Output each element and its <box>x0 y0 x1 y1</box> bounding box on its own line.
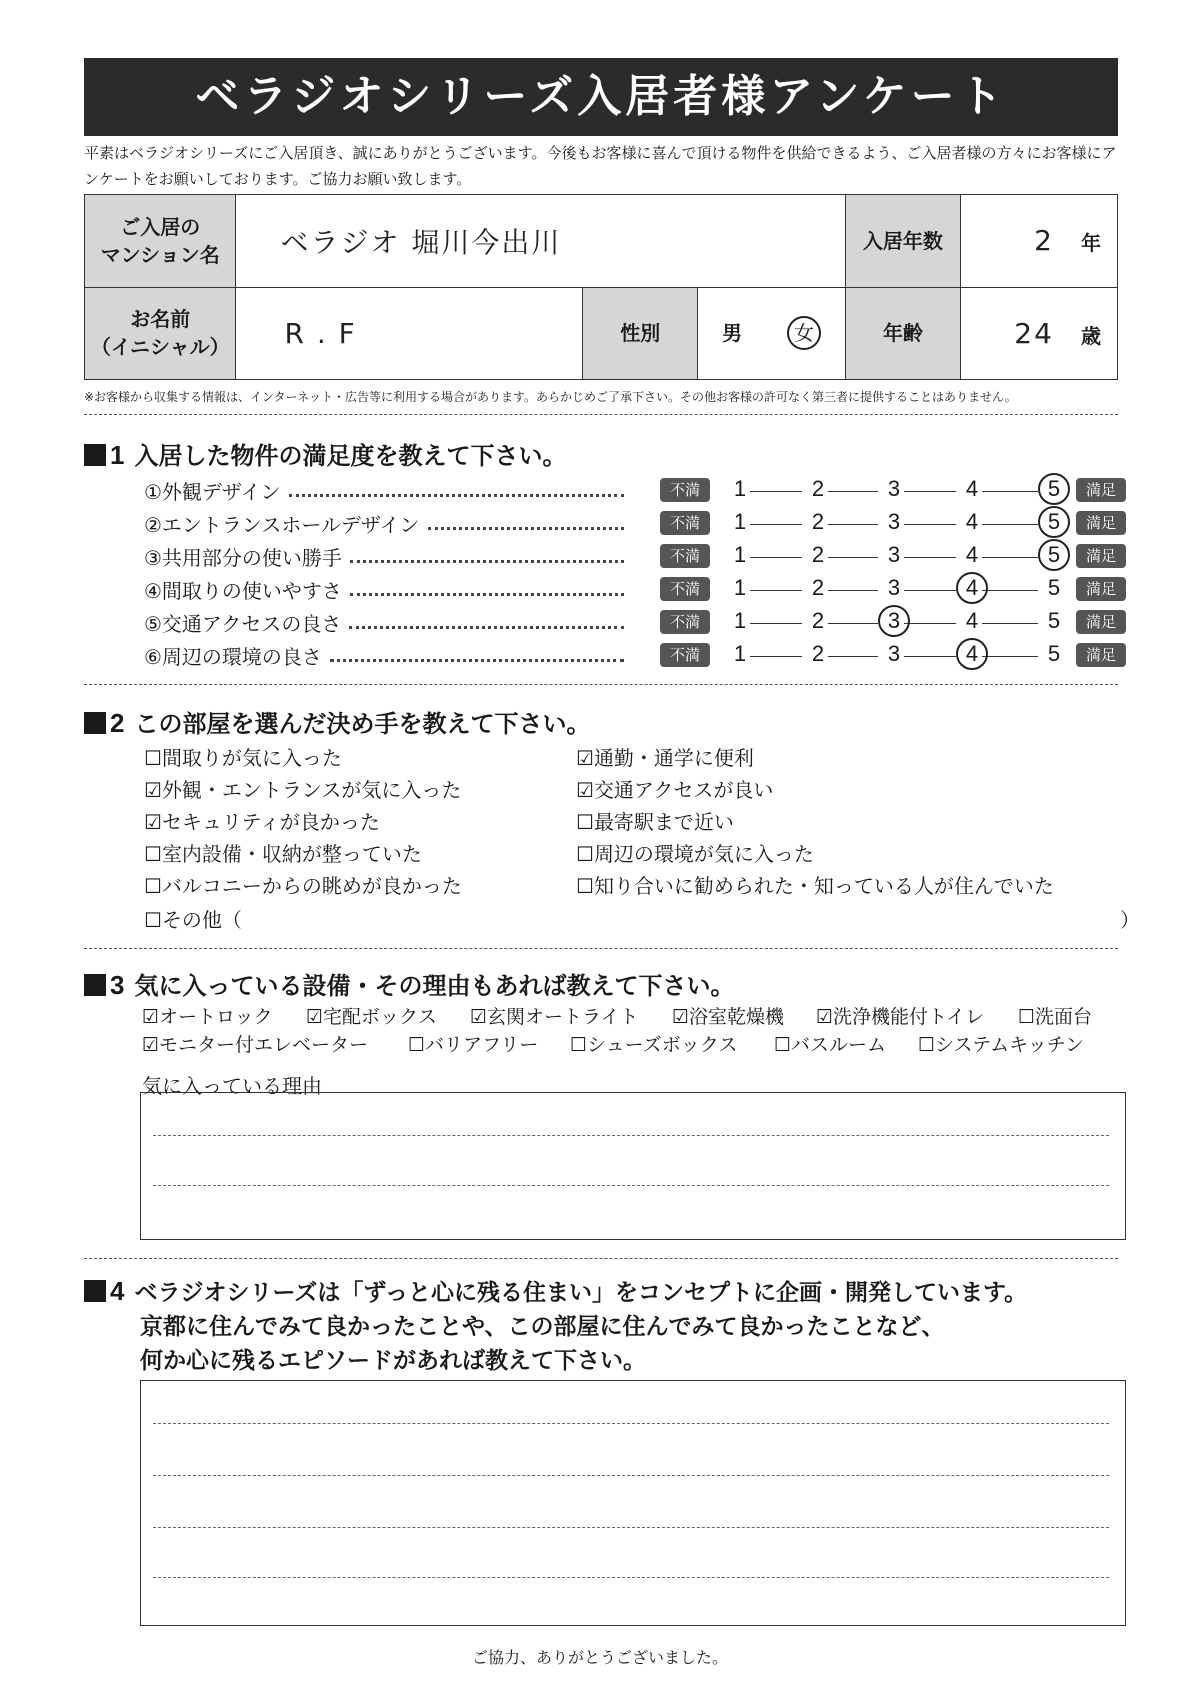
scale-connector <box>828 623 878 624</box>
scale-connector <box>750 524 802 525</box>
selected-circle-mark <box>878 605 910 637</box>
q4-heading: 4 ベラジオシリーズは「ずっと心に残る住まい」をコンセプトに企画・開発しています。 <box>84 1274 1027 1307</box>
q3-option-label: 洗浄機能付トイレ <box>833 1006 985 1028</box>
q1-row <box>144 641 1134 671</box>
q3-option-label: 玄関オートライト <box>487 1006 639 1028</box>
scale-option-4[interactable]: 4 <box>965 608 979 633</box>
q3-option-label: 浴室乾燥機 <box>689 1006 785 1028</box>
q2-option-label: セキュリティが良かった <box>161 810 380 834</box>
q1-item-label: ⑤交通アクセスの良さ <box>144 612 342 636</box>
q1-item-label: ②エントランスホールデザイン <box>144 513 420 537</box>
scale-option-3[interactable]: 3 <box>887 575 901 600</box>
scale-connector <box>904 557 956 558</box>
scale-option-3[interactable]: 3 <box>887 641 901 666</box>
q3-reason-box[interactable] <box>140 1092 1126 1240</box>
q4-line3: 何か心に残るエピソードがあれば教えて下さい。 <box>140 1347 646 1374</box>
scale-option-1[interactable]: 1 <box>733 575 747 600</box>
scale-option-5[interactable]: 5 <box>1047 608 1061 633</box>
checked-checkbox-icon[interactable]: ☑ <box>306 1006 324 1028</box>
scale-option-1[interactable]: 1 <box>733 641 747 666</box>
q1-item-label: ⑥周辺の環境の良さ <box>144 645 322 669</box>
mansion-field[interactable] <box>236 195 846 288</box>
square-icon <box>84 974 106 996</box>
checkbox-icon[interactable]: ☐ <box>408 1034 426 1056</box>
q2-option-label: 外観・エントランスが気に入った <box>161 778 462 802</box>
q2-option-label: 知り合いに勧められた・知っている人が住んでいた <box>593 874 1054 898</box>
answer-line <box>153 1423 1109 1424</box>
scale-connector <box>904 524 956 525</box>
q1-heading: 1 入居した物件の満足度を教えて下さい。 <box>84 436 566 471</box>
checked-checkbox-icon[interactable]: ☑ <box>576 778 594 802</box>
square-icon <box>84 1280 106 1302</box>
q3-option-label: オートロック <box>159 1006 273 1028</box>
scale-option-4[interactable]: 4 <box>965 542 979 567</box>
scale-option-3[interactable]: 3 <box>887 542 901 567</box>
checkbox-icon[interactable]: ☐ <box>144 908 162 932</box>
scale-connector <box>828 557 878 558</box>
age-field[interactable] <box>960 287 1117 380</box>
name-field[interactable] <box>236 287 583 380</box>
q3-option[interactable] <box>1018 1002 1092 1029</box>
scale-option-3[interactable]: 3 <box>887 509 901 534</box>
q2-option-label: 最寄駅まで近い <box>593 810 734 834</box>
leader-dots <box>350 560 624 563</box>
scale-option-2[interactable]: 2 <box>811 476 825 501</box>
q3-option[interactable] <box>142 1030 368 1057</box>
scale-option-4[interactable]: 4 <box>965 476 979 501</box>
scale-option-5[interactable]: 5 <box>1047 542 1061 567</box>
q2-option[interactable] <box>576 806 734 835</box>
q1-row <box>144 509 1134 539</box>
satisfied-tag: 満足 <box>1076 577 1126 601</box>
divider <box>84 684 1118 685</box>
checkbox-icon[interactable]: ☐ <box>1018 1006 1036 1028</box>
checked-checkbox-icon[interactable]: ☑ <box>470 1006 488 1028</box>
q1-row <box>144 542 1134 572</box>
q2-option[interactable] <box>144 806 380 835</box>
years-unit: 年 <box>1081 231 1101 256</box>
leader-dots <box>350 593 624 596</box>
mansion-value: ベラジオ 堀川今出川 <box>280 225 562 259</box>
q2-option-label: 通勤・通学に便利 <box>593 746 754 770</box>
q3-option[interactable] <box>570 1030 738 1057</box>
checkbox-icon[interactable]: ☐ <box>144 842 162 866</box>
q2-option[interactable] <box>144 870 462 899</box>
checkbox-icon[interactable]: ☐ <box>144 746 162 770</box>
checkbox-icon[interactable]: ☐ <box>576 842 594 866</box>
q2-option-label: 周辺の環境が気に入った <box>593 842 814 866</box>
q2-option-label: 室内設備・収納が整っていた <box>161 842 422 866</box>
square-icon <box>84 712 106 734</box>
q3-option-label: バスルーム <box>791 1034 887 1056</box>
scale-option-1[interactable]: 1 <box>733 608 747 633</box>
age-label: 年齢 <box>846 287 961 380</box>
scale-option-1[interactable]: 1 <box>733 509 747 534</box>
scale-connector <box>904 623 956 624</box>
scale-connector <box>828 491 878 492</box>
satisfied-tag: 満足 <box>1076 544 1126 568</box>
scale-connector <box>750 656 802 657</box>
gender-male[interactable]: 男 <box>722 321 743 346</box>
q2-option-label: 間取りが気に入った <box>161 746 342 770</box>
q2-option[interactable] <box>576 838 814 867</box>
gender-field[interactable] <box>698 287 846 380</box>
q3-reason-label: 気に入っている理由 <box>142 1074 322 1098</box>
selected-circle-mark <box>1038 473 1070 505</box>
q2-option[interactable] <box>144 774 461 803</box>
q2-option[interactable] <box>576 870 1054 899</box>
leader-dots <box>289 494 624 497</box>
q2-other-close: ） <box>1120 908 1140 932</box>
checked-checkbox-icon[interactable]: ☑ <box>144 810 162 834</box>
divider <box>84 414 1118 415</box>
scale-option-4[interactable]: 4 <box>965 575 979 600</box>
age-unit: 歳 <box>1081 323 1101 348</box>
checkbox-icon[interactable]: ☐ <box>576 810 594 834</box>
q3-option-label: 宅配ボックス <box>323 1006 437 1028</box>
scale-option-2[interactable]: 2 <box>811 542 825 567</box>
q3-option[interactable] <box>408 1030 538 1057</box>
scale-connector <box>982 623 1038 624</box>
q3-option-label: バリアフリー <box>425 1034 539 1056</box>
scale-option-5[interactable]: 5 <box>1047 641 1061 666</box>
dissatisfied-tag: 不満 <box>660 478 710 502</box>
q3-option-label: モニター付エレベーター <box>159 1034 369 1056</box>
intro-text: 平素はベラジオシリーズにご入居頂き、誠にありがとうございます。今後もお客様に喜んで頂ける物件を供給できるよう、ご入居者様の方々にお客様にアンケートをお願いしております。ご協力お願い致します。 <box>84 144 1117 188</box>
q2-option[interactable] <box>576 774 773 803</box>
survey-title: ベラジオシリーズ入居者様アンケート <box>84 58 1118 136</box>
satisfied-tag: 満足 <box>1076 511 1126 535</box>
checked-checkbox-icon[interactable]: ☑ <box>142 1034 160 1056</box>
respondent-info-table <box>84 194 1118 380</box>
q2-option-label: バルコニーからの眺めが良かった <box>161 874 462 898</box>
divider <box>84 948 1118 949</box>
q3-heading: 3 気に入っている設備・その理由もあれば教えて下さい。 <box>84 966 734 1001</box>
checked-checkbox-icon[interactable]: ☑ <box>142 1006 160 1028</box>
leader-dots <box>330 659 624 662</box>
years-value: 2 <box>1034 224 1054 258</box>
answer-line <box>153 1185 1109 1186</box>
checkbox-icon[interactable]: ☐ <box>576 874 594 898</box>
satisfied-tag: 満足 <box>1076 610 1126 634</box>
scale-option-2[interactable]: 2 <box>811 608 825 633</box>
q1-row <box>144 476 1134 506</box>
q1-row <box>144 575 1134 605</box>
answer-line <box>153 1475 1109 1476</box>
checkbox-icon[interactable]: ☐ <box>918 1034 936 1056</box>
satisfied-tag: 満足 <box>1076 643 1126 667</box>
q4-answer-box[interactable] <box>140 1380 1126 1626</box>
selected-circle-mark <box>956 572 988 604</box>
q2-other[interactable]: ☐その他（ <box>144 908 242 932</box>
scale-connector <box>982 524 1038 525</box>
scale-connector <box>982 491 1038 492</box>
scale-connector <box>750 623 802 624</box>
leader-dots <box>349 626 624 629</box>
q3-option-label: シューズボックス <box>587 1034 738 1056</box>
scale-option-2[interactable]: 2 <box>811 509 825 534</box>
leader-dots <box>428 527 624 530</box>
scale-option-4[interactable]: 4 <box>965 509 979 534</box>
thanks-text: ご協力、ありがとうございました。 <box>471 1648 728 1667</box>
q2-option-label: 交通アクセスが良い <box>593 778 774 802</box>
scale-option-5[interactable]: 5 <box>1047 575 1061 600</box>
q3-option[interactable] <box>672 1002 784 1029</box>
q3-option-label: システムキッチン <box>935 1034 1084 1056</box>
q3-option[interactable] <box>774 1030 886 1057</box>
scale-connector <box>828 524 878 525</box>
q3-option[interactable] <box>142 1002 273 1029</box>
checked-checkbox-icon[interactable]: ☑ <box>576 746 594 770</box>
name-value: R . F <box>284 316 357 350</box>
selected-circle-mark <box>1038 506 1070 538</box>
q3-option[interactable] <box>918 1030 1084 1057</box>
years-label: 入居年数 <box>846 195 961 288</box>
gender-female-circled[interactable]: 女 <box>787 316 821 350</box>
scale-connector <box>982 656 1038 657</box>
scale-option-5[interactable]: 5 <box>1047 509 1061 534</box>
checked-checkbox-icon[interactable]: ☑ <box>816 1006 834 1028</box>
scale-option-3[interactable]: 3 <box>887 476 901 501</box>
scale-connector <box>750 557 802 558</box>
q2-option[interactable] <box>144 838 422 867</box>
gender-label: 性別 <box>583 287 698 380</box>
checked-checkbox-icon[interactable]: ☑ <box>672 1006 690 1028</box>
scale-connector <box>828 590 878 591</box>
scale-connector <box>750 590 802 591</box>
satisfied-tag: 満足 <box>1076 478 1126 502</box>
q1-item-label: ④間取りの使いやすさ <box>144 579 342 603</box>
divider <box>84 1258 1118 1259</box>
scale-connector <box>904 491 956 492</box>
dissatisfied-tag: 不満 <box>660 577 710 601</box>
q1-item-label: ①外観デザイン <box>144 480 281 504</box>
dissatisfied-tag: 不満 <box>660 511 710 535</box>
scale-option-2[interactable]: 2 <box>811 641 825 666</box>
q1-item-label: ③共用部分の使い勝手 <box>144 546 342 570</box>
privacy-notice: ※お客様から収集する情報は、インターネット・広告等に利用する場合があります。あらかじめご了承下さい。その他お客様の許可なく第三者に提供することはありません。 <box>84 390 1017 404</box>
scale-option-5[interactable]: 5 <box>1047 476 1061 501</box>
scale-connector <box>982 590 1038 591</box>
q4-line2: 京都に住んでみて良かったことや、この部屋に住んでみて良かったことなど、 <box>140 1313 945 1340</box>
q1-row <box>144 608 1134 638</box>
years-field[interactable] <box>960 195 1117 288</box>
q3-option[interactable] <box>816 1002 984 1029</box>
q3-option-label: 洗面台 <box>1035 1006 1093 1028</box>
scale-option-4[interactable]: 4 <box>965 641 979 666</box>
square-icon <box>84 444 106 466</box>
scale-option-2[interactable]: 2 <box>811 575 825 600</box>
dissatisfied-tag: 不満 <box>660 544 710 568</box>
scale-option-1[interactable]: 1 <box>733 542 747 567</box>
checkbox-icon[interactable]: ☐ <box>144 874 162 898</box>
scale-connector <box>982 557 1038 558</box>
scale-connector <box>750 491 802 492</box>
answer-line <box>153 1527 1109 1528</box>
q2-heading: 2 この部屋を選んだ決め手を教えて下さい。 <box>84 704 590 739</box>
scale-connector <box>904 656 956 657</box>
name-label: お名前 （イニシャル） <box>85 287 236 380</box>
checked-checkbox-icon[interactable]: ☑ <box>144 778 162 802</box>
q2-option[interactable] <box>576 742 754 771</box>
answer-line <box>153 1135 1109 1136</box>
q3-option[interactable] <box>470 1002 638 1029</box>
q2-option[interactable] <box>144 742 342 771</box>
scale-option-1[interactable]: 1 <box>733 476 747 501</box>
scale-connector <box>828 656 878 657</box>
selected-circle-mark <box>1038 539 1070 571</box>
dissatisfied-tag: 不満 <box>660 610 710 634</box>
scale-option-3[interactable]: 3 <box>887 608 901 633</box>
answer-line <box>153 1577 1109 1578</box>
checkbox-icon[interactable]: ☐ <box>774 1034 792 1056</box>
q3-option[interactable] <box>306 1002 437 1029</box>
checkbox-icon[interactable]: ☐ <box>570 1034 588 1056</box>
selected-circle-mark <box>956 638 988 670</box>
dissatisfied-tag: 不満 <box>660 643 710 667</box>
mansion-label: ご入居の マンション名 <box>85 195 236 288</box>
scale-connector <box>904 590 956 591</box>
age-value: 24 <box>1014 316 1054 350</box>
